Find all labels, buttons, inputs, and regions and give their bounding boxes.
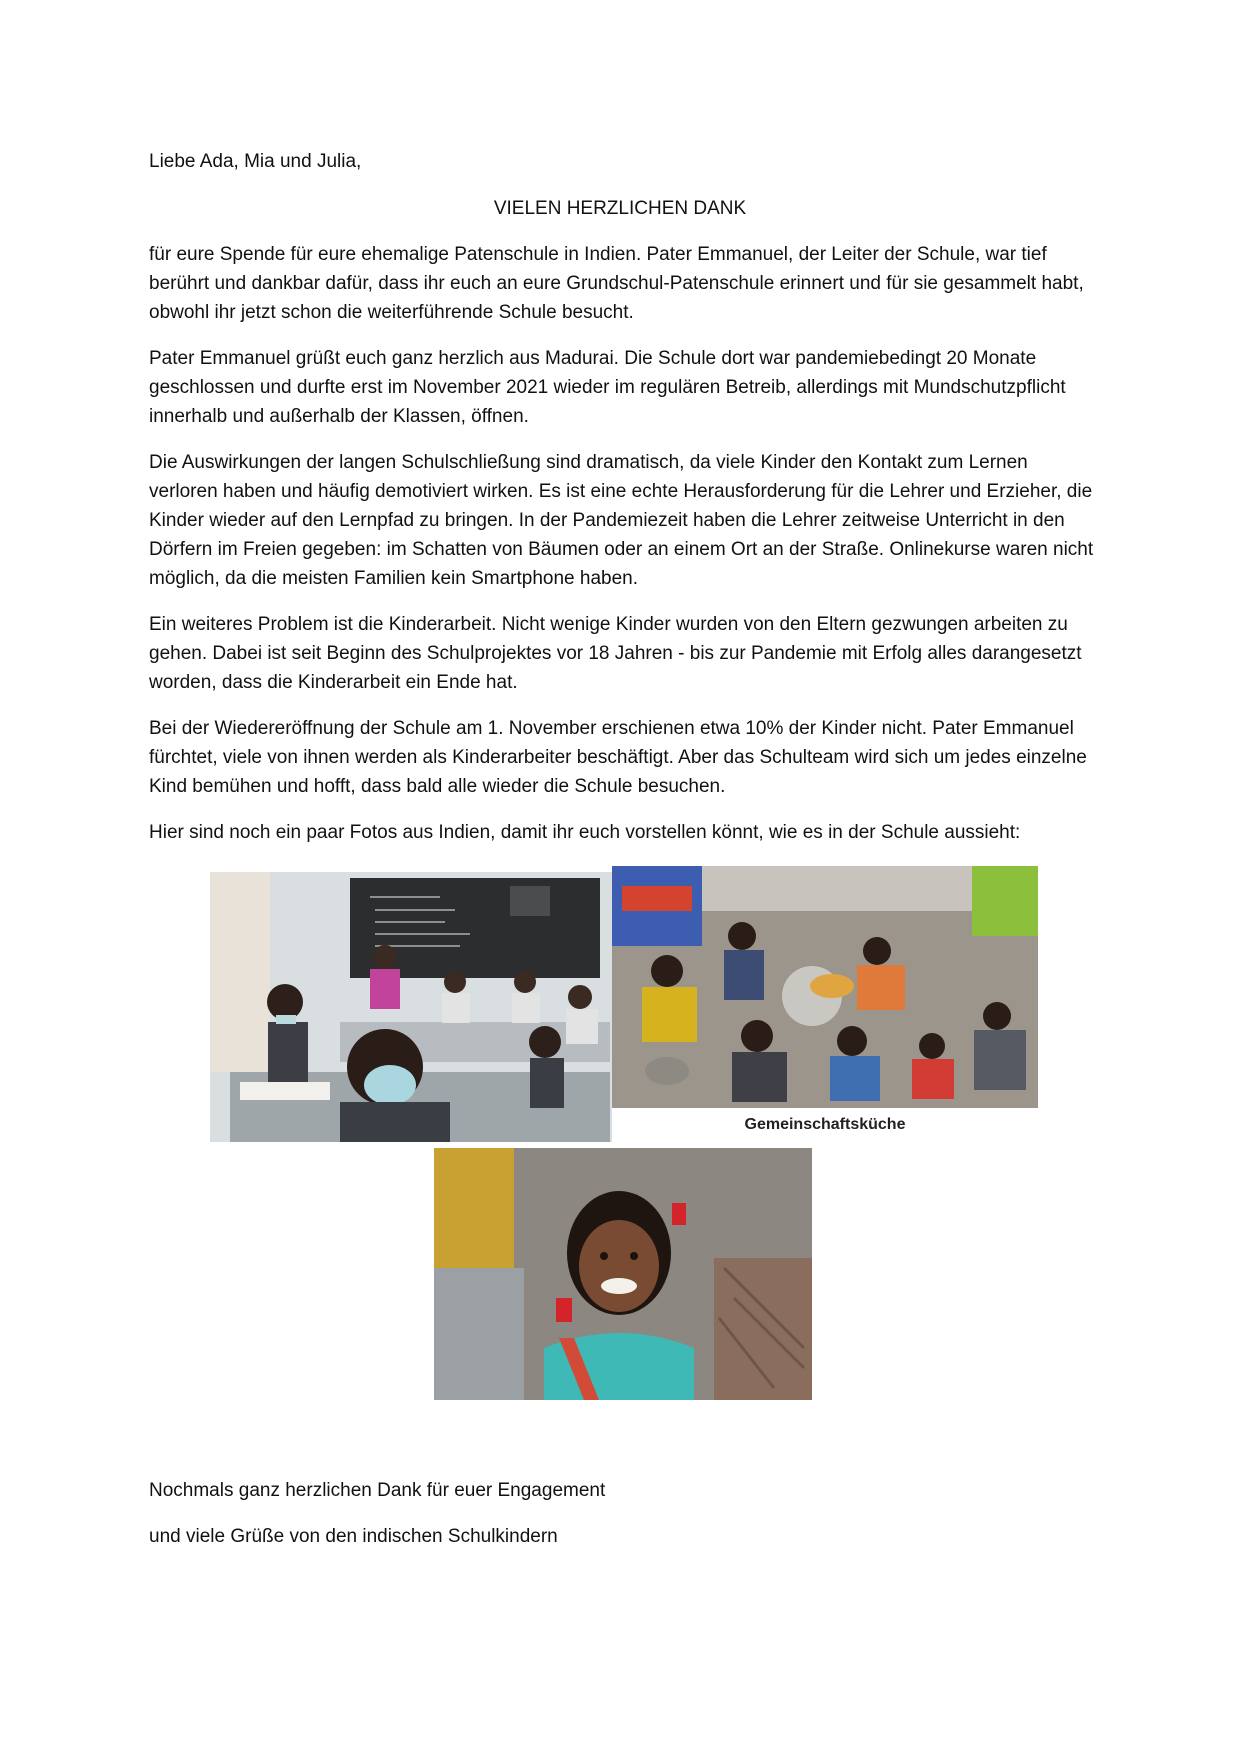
- paragraph-6: Hier sind noch ein paar Fotos aus Indien, damit ihr euch vorstellen könnt, wie es in der Schule aussieht:: [149, 822, 1021, 843]
- closing-line-1: Nochmals ganz herzlichen Dank für euer Engagement: [149, 1480, 606, 1501]
- closing-line-2: und viele Grüße von den indischen Schulkindern: [149, 1526, 558, 1547]
- paragraph-3: Die Auswirkungen der langen Schulschließung sind dramatisch, da viele Kinder den Kontakt zum Lernen verloren haben und häufig demotiviert wirken. Es ist eine echte Herausforderung für die Lehrer und Erzieher, die Kinder wieder auf den Lernpfad zu bringen. In der Pandemiezeit haben die Lehrer zeitweise Unterricht in den Dörfern im Freien gegeben: im Schatten von Bäumen oder an einem Ort an der Straße. Onlinekurse waren nicht möglich, da die meisten Familien kein Smartphone haben.: [149, 452, 1094, 589]
- paragraph-5: Bei der Wiedereröffnung der Schule am 1. November erschienen etwa 10% der Kinder nicht. Pater Emmanuel fürchtet, viele von ihnen werden als Kinderarbeiter beschäftigt. Aber das Schulteam wird sich um jedes einzelne Kind bemühen und hofft, dass bald alle wieder die Schule besuchen.: [149, 718, 1087, 797]
- classroom-photo: [210, 872, 612, 1142]
- salutation: Liebe Ada, Mia und Julia,: [149, 151, 362, 172]
- letter-heading: VIELEN HERZLICHEN DANK: [493, 198, 747, 219]
- paragraph-1: für eure Spende für eure ehemalige Patenschule in Indien. Pater Emmanuel, der Leiter der Schule, war tief berührt und dankbar dafür, dass ihr euch an eure Grundschul-Patenschule erinnert und für sie gesammelt habt, obwohl ihr jetzt schon die weiterführende Schule besucht.: [149, 244, 1084, 323]
- smiling-girl-photo: [434, 1148, 812, 1400]
- paragraph-4: Ein weiteres Problem ist die Kinderarbeit. Nicht wenige Kinder wurden von den Eltern gezwungen arbeiten zu gehen. Dabei ist seit Beginn des Schulprojektes vor 18 Jahren - bis zur Pandemie mit Erfolg alles darangesetzt worden, dass die Kinderarbeit ein Ende hat.: [149, 614, 1082, 693]
- paragraph-2: Pater Emmanuel grüßt euch ganz herzlich aus Madurai. Die Schule dort war pandemiebedingt 20 Monate geschlossen und durfte erst im November 2021 wieder im regulären Betreib, allerdings mit Mundschutzpflicht innerhalb und außerhalb der Klassen, öffnen.: [149, 348, 1066, 427]
- community-kitchen-photo: [612, 866, 1038, 1108]
- photo-caption: Gemeinschaftsküche: [744, 1116, 906, 1133]
